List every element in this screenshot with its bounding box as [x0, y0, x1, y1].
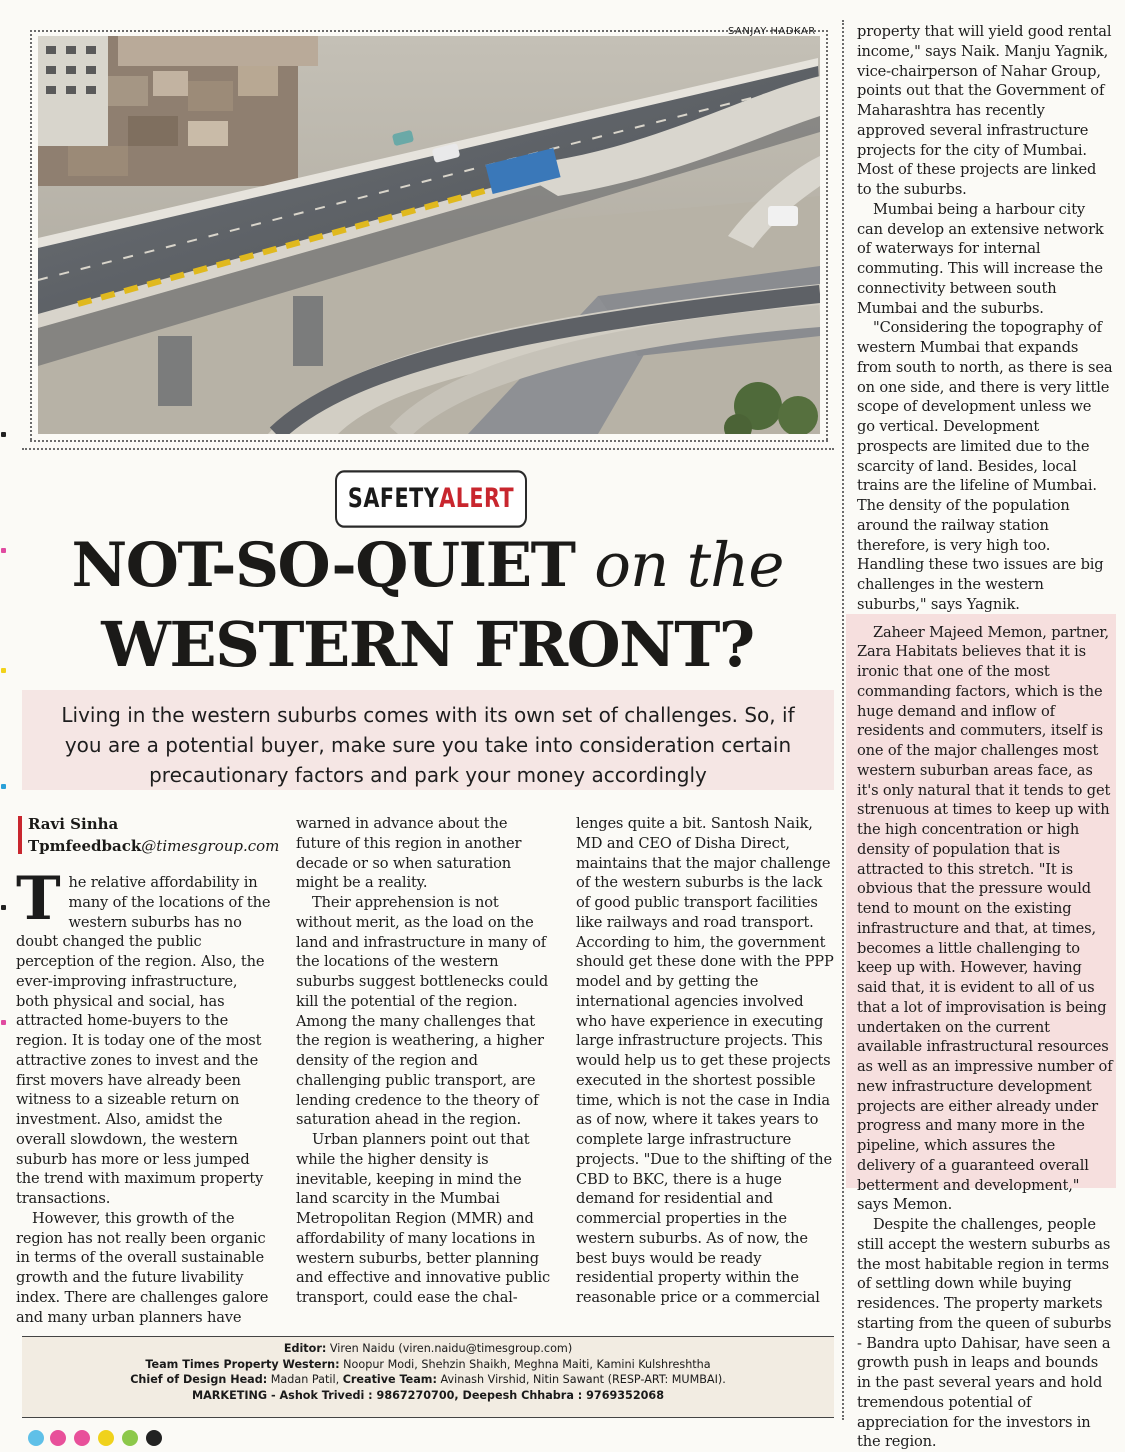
edge-mark — [1, 548, 6, 553]
safety-alert-badge — [335, 470, 527, 528]
paragraph: Mumbai being a harbour city can develop an extensive network of waterways for internal commuting. This will increase the connectivity between south Mumbai and the suburbs. — [857, 200, 1104, 317]
paragraph: lenges quite a bit. Santosh Naik, MD and CEO of Disha Direct, maintains that the major challenge of the western suburbs is the lack of good public transport facilities like railways and road transport. According to him, the government should get these done with the PPP model and by getting the international agencies involved who have experience in executing large infrastructure projects. This would help us to get these projects executed in the shortest possible time, which is not the case in India as of now, where it takes years to complete large infrastructure projects. "Due to the shifting of the CBD to BKC, there is a huge demand for residential and commercial properties in the western suburbs. As of now, the best buys would be ready residential property within the reasonable price or a commercial — [576, 815, 834, 1306]
photo-frame-top — [30, 30, 828, 32]
photo-frame-right — [826, 30, 828, 440]
paragraph: Their apprehension is not without merit, as the load on the land and infrastructure in many of the locations of the western suburbs suggest bottlenecks could kill the potential of the region. Among the many challenges that the region is weathering, a higher density of the region and challenging public transport, are lending credence to the theory of saturation ahead in the region. — [296, 894, 549, 1129]
standfirst-line-3: precautionary factors and park your money accordingly — [149, 763, 707, 787]
author-email-domain: @timesgroup.com — [141, 837, 280, 855]
credits-team-label: Team Times Property Western: — [145, 1357, 340, 1371]
color-bubble — [50, 1430, 66, 1446]
photo-frame-bottom — [30, 440, 828, 442]
flyover-illustration — [38, 36, 820, 434]
author-email[interactable] — [28, 835, 279, 857]
edge-mark — [1, 905, 6, 910]
badge-alert: ALERT — [439, 484, 515, 514]
credits-creative-label: Creative Team: — [342, 1373, 437, 1386]
photo-divider — [22, 448, 834, 450]
headline-line-1 — [0, 530, 855, 601]
author-name: Ravi Sinha — [28, 815, 119, 833]
article-column-1 — [16, 864, 274, 1327]
paragraph: However, this growth of the region has not really been organic in terms of the overall sustainable growth and the future livability index. There are challenges galore and many urban planners have — [16, 1209, 269, 1326]
paragraph: "Considering the topography of western Mumbai that expands from south to north, as there is sea on one side, and there is very little scope of development unless we go vertical. Development prospects are limited due to the scarcity of land. Besides, local trains are the lifeline of Mumbai. The density of the population around the railway station therefore, is very high too. Handling these two issues are big challenges in the western suburbs," says Yagnik. — [857, 319, 1113, 613]
editorial-credits — [22, 1336, 834, 1418]
headline-italic: on the — [594, 530, 784, 601]
author-email-user: Tpmfeedback — [28, 837, 142, 855]
photo-frame-left — [30, 30, 32, 440]
credits-editor-label: Editor: — [283, 1342, 327, 1355]
paragraph: warned in advance about the future of this region in another decade or so when saturation might be a reality. — [296, 815, 522, 892]
standfirst — [22, 700, 834, 790]
edge-mark — [1, 784, 6, 789]
color-bubble — [28, 1430, 44, 1446]
article-column-2 — [296, 814, 554, 1308]
paragraph — [16, 864, 274, 1209]
photo-credit: SANJAY HADKAR — [728, 26, 816, 37]
credits-editor — [22, 1341, 834, 1357]
color-bubble — [74, 1430, 90, 1446]
credits-design-value: Madan Patil, — [267, 1373, 343, 1386]
byline-accent-bar — [18, 816, 22, 854]
paragraph-text: he relative affordability in many of the locations of the western suburbs has no doubt changed the public perception of the region. Also, the ever-improving infrastructure, both physical and social, has attracted home-buyers to the region. It is today one of the most attractive zones to invest and the first movers have already been witness to a sizeable return on investment. Also, amidst the overall slowdown, the western suburb has more or less jumped the trend with maximum property transactions. — [16, 874, 271, 1207]
slum-buildings — [38, 36, 318, 186]
paragraph: Urban planners point out that while the higher density is inevitable, keeping in mind the land scarcity in the Mumbai Metropolitan Region (MMR) and affordability of many locations in western suburbs, better planning and effective and innovative public transport, could ease the chal- — [296, 1131, 551, 1306]
paragraph: Despite the challenges, people still accept the western suburbs as the most habitable region in terms of settling down while buying residences. The property markets starting from the queen of suburbs - Bandra upto Dahisar, have seen a growth push in leaps and bounds in the past several years and hold tremendous potential of appreciation for the investors in the region. — [857, 1216, 1112, 1451]
credits-marketing — [22, 1388, 834, 1404]
flyover-photo — [38, 36, 820, 434]
edge-mark — [1, 432, 6, 437]
paragraph: Zaheer Majeed Memon, partner, Zara Habitats believes that it is ironic that one of the most commanding factors, which is the huge demand and inflow of residents and commuters, itself is one of the major challenges most western suburban areas face, as it's only natural that it tends to get strenuous at times to keep up with the high concentration or high density of population that is attracted to this stretch. "It is obvious that the pressure would tend to mount on the existing infrastructure and that, at times, becomes a little challenging to keep up with. However, having said that, it is evident to all of us that a lot of improvisation is being undertaken on the current available infrastructural resources as well as an impressive number of new infrastructure development projects are either already under progress and many more in the pipeline, which assures the delivery of a guaranteed overall betterment and development," says Memon. — [857, 623, 1113, 1214]
column-rule — [842, 20, 844, 1420]
article-column-4 — [857, 22, 1113, 1452]
color-bubble — [122, 1430, 138, 1446]
headline-bold: NOT-SO-QUIET — [71, 530, 595, 601]
badge-safety: SAFETY — [347, 484, 440, 514]
standfirst-line-2: you are a potential buyer, make sure you take into consideration certain — [64, 733, 792, 757]
color-bubble — [146, 1430, 162, 1446]
headline-line-2: WESTERN FRONT? — [101, 608, 754, 681]
drop-cap: T — [16, 864, 61, 934]
color-bubble — [98, 1430, 114, 1446]
article-column-3 — [576, 814, 834, 1308]
standfirst-line-1: Living in the western suburbs comes with its own set of challenges. So, if — [61, 703, 795, 727]
edge-mark — [1, 668, 6, 673]
credits-editor-value: Viren Naidu (viren.naidu@timesgroup.com) — [326, 1342, 573, 1355]
byline — [28, 813, 279, 857]
credits-creative-value: Avinash Virshid, Nitin Sawant (RESP-ART: MUMBAI). — [436, 1373, 726, 1386]
credits-team-value: Noopur Modi, Shehzin Shaikh, Meghna Maiti, Kamini Kulshreshtha — [339, 1357, 711, 1371]
credits-design-label: Chief of Design Head: — [130, 1373, 268, 1386]
edge-mark — [1, 1020, 6, 1025]
credits-marketing-text: MARKETING - Ashok Trivedi : 9867270700, Deepesh Chhabra : 9769352068 — [192, 1388, 664, 1402]
credits-team — [22, 1357, 834, 1373]
paragraph: property that will yield good rental income," says Naik. Manju Yagnik, vice-chairperson of Nahar Group, points out that the Government of Maharashtra has recently approved several infrastructure projects for the city of Mumbai. Most of these projects are linked to the suburbs. — [857, 23, 1112, 198]
credits-design — [22, 1372, 834, 1388]
